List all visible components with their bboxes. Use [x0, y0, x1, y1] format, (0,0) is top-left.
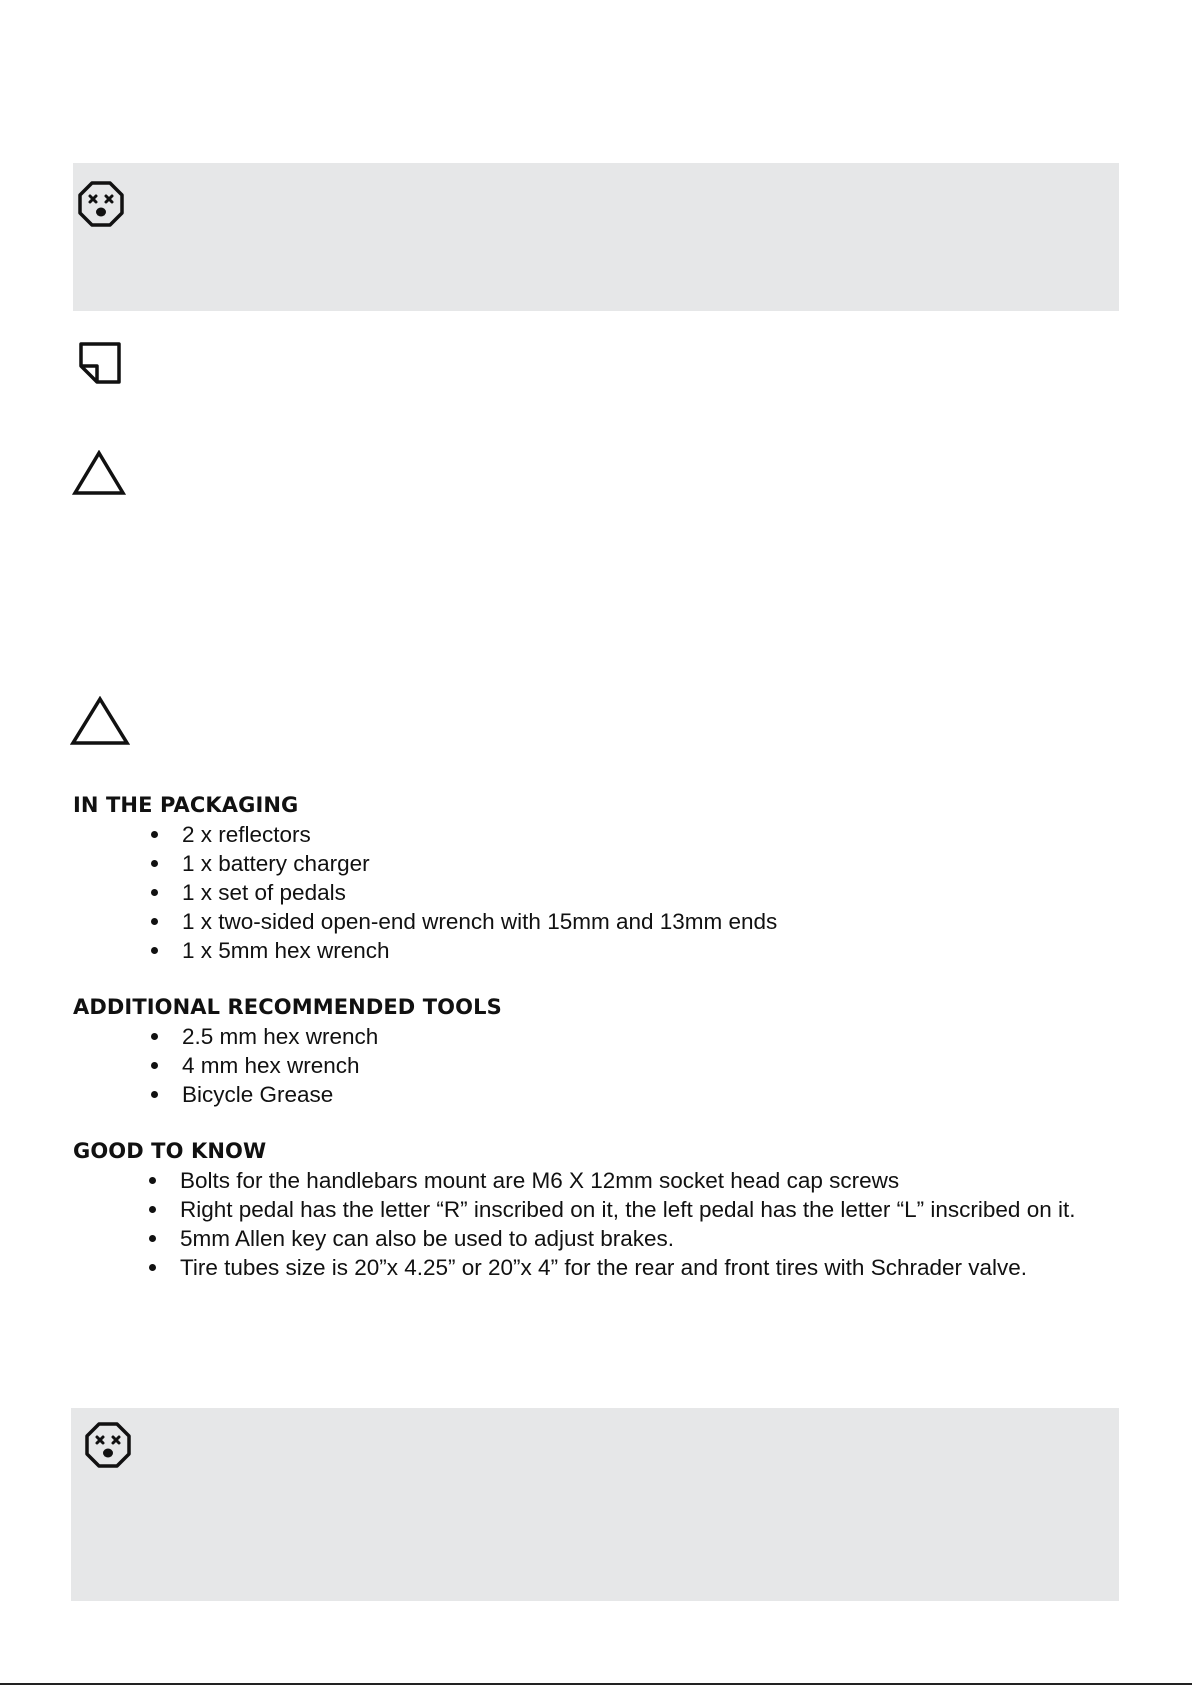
good-to-know-list: [180, 1166, 1100, 1282]
section-heading-good-to-know: GOOD TO KNOW: [73, 1139, 267, 1163]
list-item: Bicycle Grease: [182, 1080, 378, 1109]
list-item: 1 x set of pedals: [182, 878, 777, 907]
section-heading-packaging: IN THE PACKAGING: [73, 793, 299, 817]
list-item: 5mm Allen key can also be used to adjust brakes.: [180, 1224, 1100, 1253]
list-item: 2 x reflectors: [182, 820, 777, 849]
list-item: 4 mm hex wrench: [182, 1051, 378, 1080]
tools-list: [182, 1022, 378, 1109]
danger-skull-icon: [78, 181, 124, 227]
list-item: 1 x 5mm hex wrench: [182, 936, 777, 965]
warning-triangle-icon: [70, 696, 130, 746]
list-item: 1 x battery charger: [182, 849, 777, 878]
note-page-icon: [78, 341, 122, 385]
danger-skull-icon: [85, 1422, 131, 1468]
list-item: 2.5 mm hex wrench: [182, 1024, 379, 1049]
warning-triangle-icon: [72, 450, 126, 496]
packaging-list: [182, 820, 777, 965]
list-item: Tire tubes size is 20”x 4.25” or 20”x 4” for the rear and front tires with Schrader valve.: [180, 1253, 1100, 1282]
list-item: 1 x two-sided open-end wrench with 15mm and 13mm ends: [182, 909, 778, 934]
list-item: Right pedal has the letter “R” inscribed on it, the left pedal has the letter “L” inscribed on it.: [180, 1195, 1100, 1224]
danger-notice-box: [73, 163, 1119, 311]
list-item: Bolts for the handlebars mount are M6 X 12mm socket head cap screws: [180, 1166, 1100, 1195]
section-heading-tools: ADDITIONAL RECOMMENDED TOOLS: [73, 995, 502, 1019]
danger-notice-box: [71, 1408, 1119, 1601]
